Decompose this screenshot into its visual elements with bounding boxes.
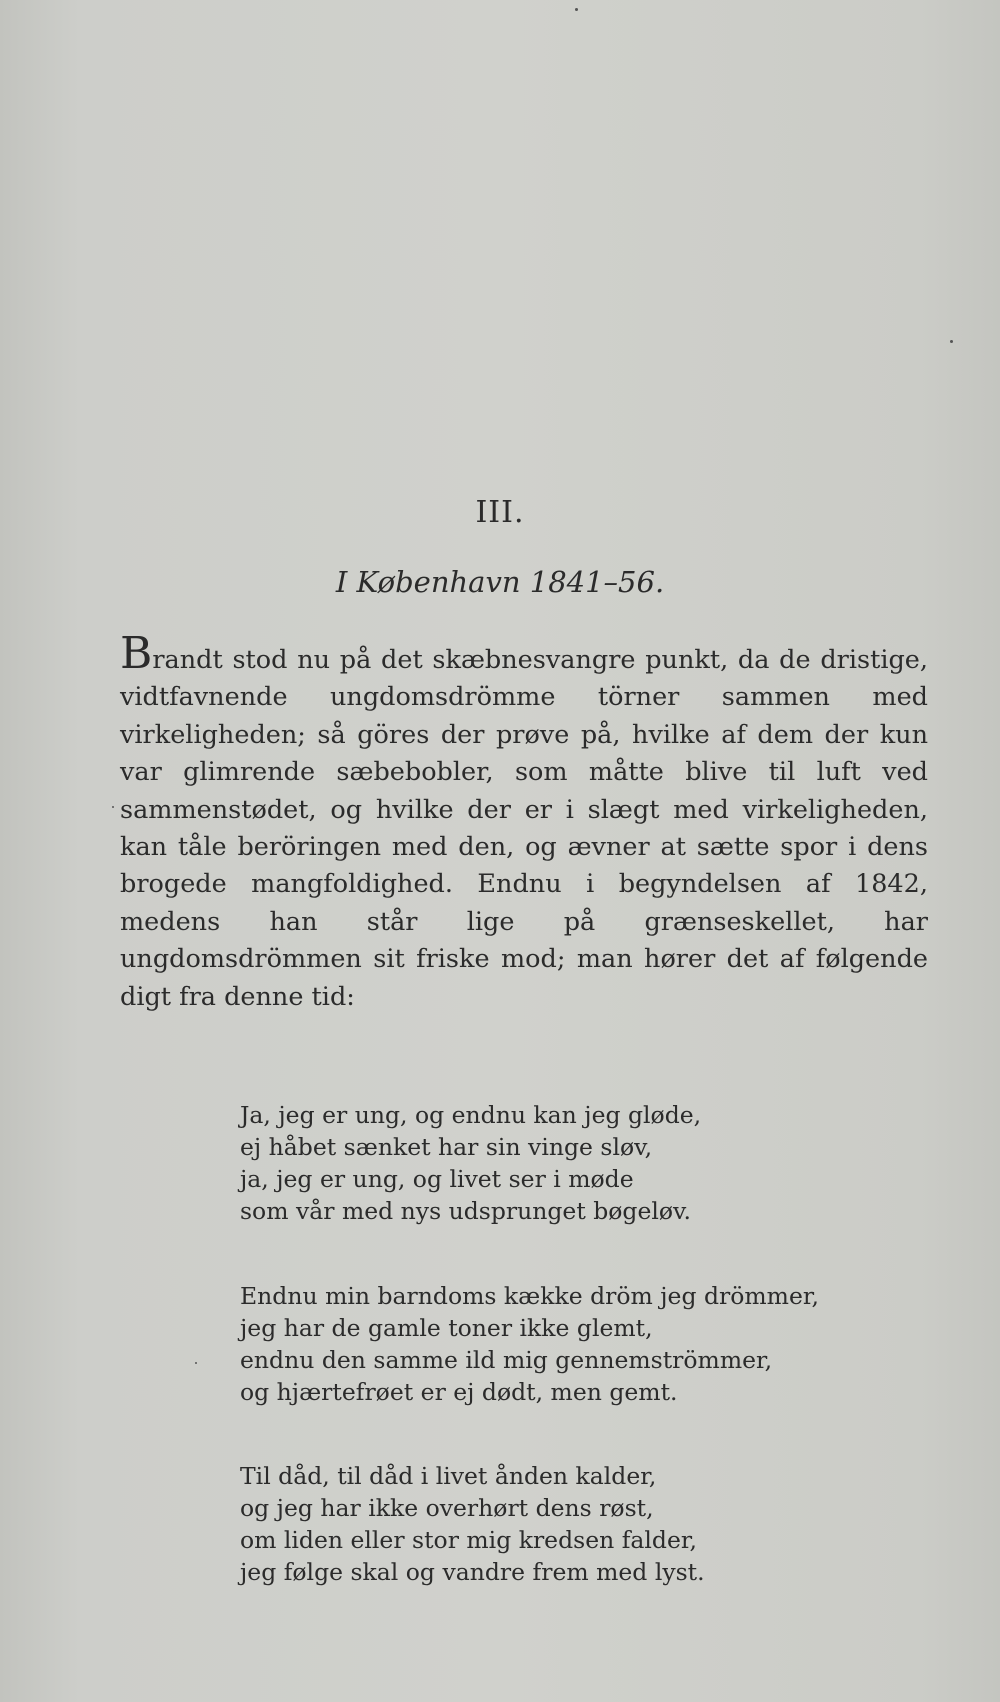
paper-speck [950, 340, 953, 343]
poem-line: som vår med nys udsprunget bøgeløv. [240, 1197, 692, 1225]
poem-line: jeg har de gamle toner ikke glemt, [240, 1314, 653, 1342]
paragraph-text: randt stod nu på det skæbnesvangre punkt, da de dristige, vidtfavnende ungdomsdrömme törner sammen med virkeligheden; så göres der prøve på, hvilke af dem der kun var glimrende sæbebobler, som måtte blive til luft ved sammenstødet, og hvilke der er i slægt med virkeligheden, kan tåle beröringen med den, og ævner at sætte spor i dens brogede mangfoldighed. Endnu i begyndelsen af 1842, medens han står lige på grænseskellet, har ungdomsdrömmen sit friske mod; man hører det af følgende digt fra denne tid: [120, 645, 928, 1012]
poem-line: Ja, jeg er ung, og endnu kan jeg gløde, [240, 1101, 702, 1129]
poem-stanza-3 [240, 1460, 920, 1588]
poem-line: og jeg har ikke overhørt dens røst, [240, 1494, 654, 1522]
poem-line: endnu den samme ild mig gennemströmmer, [240, 1346, 773, 1374]
paper-speck [195, 1362, 197, 1364]
poem-line: jeg følge skal og vandre frem med lyst. [240, 1558, 705, 1586]
chapter-number: III. [475, 495, 525, 530]
poem-line: og hjærtefrøet er ej dødt, men gemt. [240, 1378, 678, 1406]
paper-speck [575, 8, 578, 11]
poem-line: Endnu min barndoms kække dröm jeg drömmer, [240, 1282, 819, 1310]
paper-speck [112, 806, 114, 808]
poem-line: Til dåd, til dåd i livet ånden kalder, [240, 1462, 657, 1490]
poem-line: om liden eller stor mig kredsen falder, [240, 1526, 697, 1554]
chapter-title: I København 1841–56. [335, 565, 665, 599]
poem-stanza-1 [240, 1099, 920, 1227]
poem-line: ja, jeg er ung, og livet ser i møde [240, 1165, 634, 1193]
poem-line: ej håbet sænket har sin vinge sløv, [240, 1133, 653, 1161]
poem-stanza-2 [240, 1280, 920, 1408]
drop-cap: B [120, 628, 153, 679]
body-paragraph [120, 628, 928, 1016]
